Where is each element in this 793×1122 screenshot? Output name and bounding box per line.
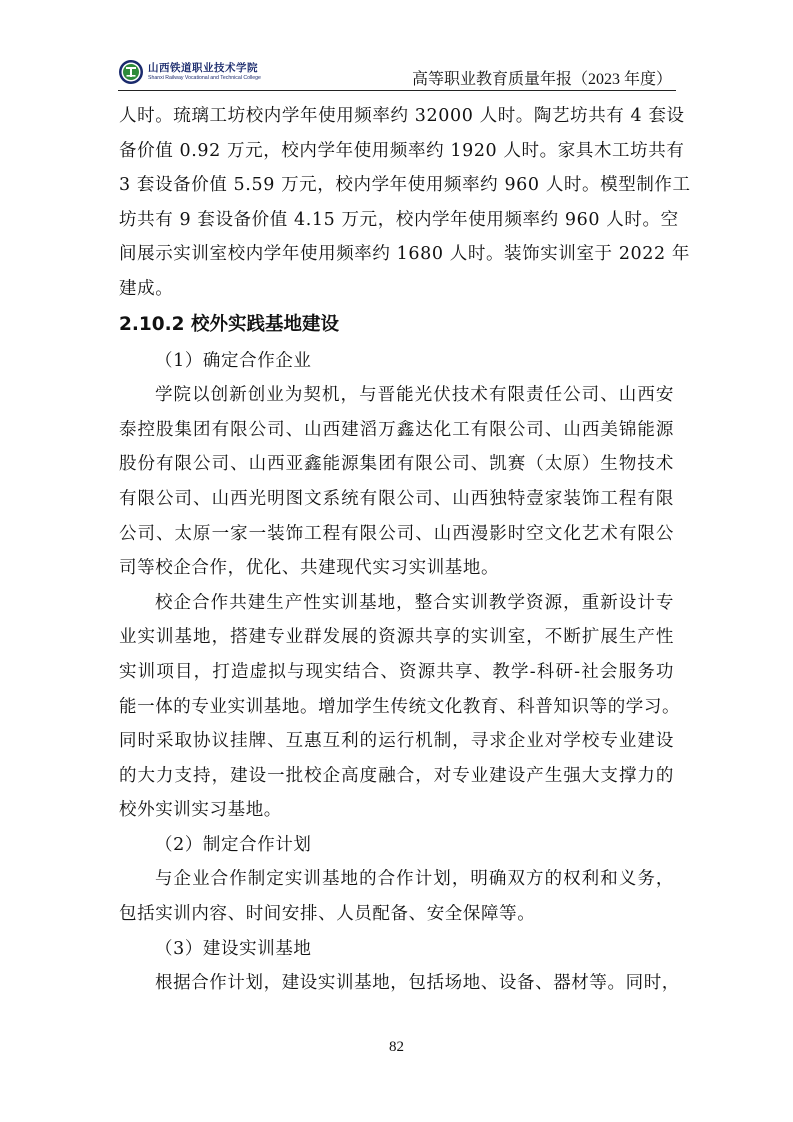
intro-paragraph bbox=[119, 99, 691, 307]
header-divider bbox=[118, 90, 676, 91]
subsection-heading-2: （2）制定合作计划 bbox=[155, 834, 312, 855]
text-line: 公司、太原一家一装饰工程有限公司、山西漫影时空文化艺术有限公 bbox=[119, 523, 674, 544]
text-line: 间展示实训室校内学年使用频率约 1680 人时。装饰实训室于 2022 年 bbox=[119, 244, 691, 265]
text-line: 业实训基地，搭建专业群发展的资源共享的实训室，不断扩展生产性 bbox=[119, 627, 674, 648]
text-line: 泰控股集团有限公司、山西建滔万鑫达化工有限公司、山西美锦能源 bbox=[119, 419, 674, 440]
page-number: 82 bbox=[389, 1039, 404, 1055]
college-logo bbox=[118, 56, 261, 88]
text-line: 的大力支持，建设一批校企高度融合，对专业建设产生强大支撑力的 bbox=[119, 765, 674, 786]
section-heading: 2.10.2 校外实践基地建设 bbox=[119, 313, 339, 335]
text-line: 建成。 bbox=[119, 278, 174, 299]
subsection-heading-1: （1）确定合作企业 bbox=[155, 350, 312, 371]
text-line: 根据合作计划，建设实训基地，包括场地、设备、器材等。同时， bbox=[155, 973, 680, 994]
text-line: 坊共有 9 套设备价值 4.15 万元，校内学年使用频率约 960 人时。空 bbox=[119, 209, 679, 230]
paragraph-build-bases bbox=[119, 966, 680, 1001]
text-line: 校企合作共建生产性实训基地，整合实训教学资源，重新设计专 bbox=[155, 592, 674, 613]
text-line: 实训项目，打造虚拟与现实结合、资源共享、教学-科研-社会服务功 bbox=[119, 661, 674, 682]
text-line: 包括实训内容、时间安排、人员配备、安全保障等。 bbox=[119, 904, 536, 925]
logo-chinese-name: 山西铁道职业技术学院 bbox=[148, 62, 258, 75]
college-emblem-icon bbox=[118, 59, 144, 85]
text-line: 人时。琉璃工坊校内学年使用频率约 32000 人时。陶艺坊共有 4 套设 bbox=[119, 106, 685, 126]
report-title: 高等职业教育质量年报（2023 年度） bbox=[411, 71, 672, 88]
text-line: 司等校企合作，优化、共建现代实习实训基地。 bbox=[119, 558, 500, 579]
paragraph-productive-bases bbox=[119, 586, 681, 828]
text-line: 同时采取协议挂牌、互惠互利的运行机制，寻求企业对学校专业建设 bbox=[119, 731, 674, 752]
paragraph-cooperation-plan bbox=[119, 862, 674, 931]
subsection-heading-3: （3）建设实训基地 bbox=[155, 938, 312, 959]
logo-english-name: Shanxi Railway Vocational and Technical College bbox=[148, 74, 261, 81]
text-line: 备价值 0.92 万元，校内学年使用频率约 1920 人时。家具木工坊共有 bbox=[119, 140, 685, 161]
text-line: 有限公司、山西光明图文系统有限公司、山西独特壹家装饰工程有限 bbox=[119, 488, 674, 509]
text-line: 能一体的专业实训基地。增加学生传统文化教育、科普知识等的学习。 bbox=[119, 696, 681, 717]
text-line: 学院以创新创业为契机，与晋能光伏技术有限责任公司、山西安 bbox=[155, 385, 674, 406]
text-line: 3 套设备价值 5.59 万元，校内学年使用频率约 960 人时。模型制作工 bbox=[119, 175, 691, 196]
page-body bbox=[119, 99, 691, 1001]
paragraph-partner-companies bbox=[119, 378, 674, 586]
text-line: 与企业合作制定实训基地的合作计划，明确双方的权利和义务， bbox=[155, 869, 674, 890]
text-line: 股份有限公司、山西亚鑫能源集团有限公司、凯赛（太原）生物技术 bbox=[119, 454, 674, 475]
text-line: 校外实训实习基地。 bbox=[119, 800, 282, 821]
page-header bbox=[118, 56, 676, 90]
